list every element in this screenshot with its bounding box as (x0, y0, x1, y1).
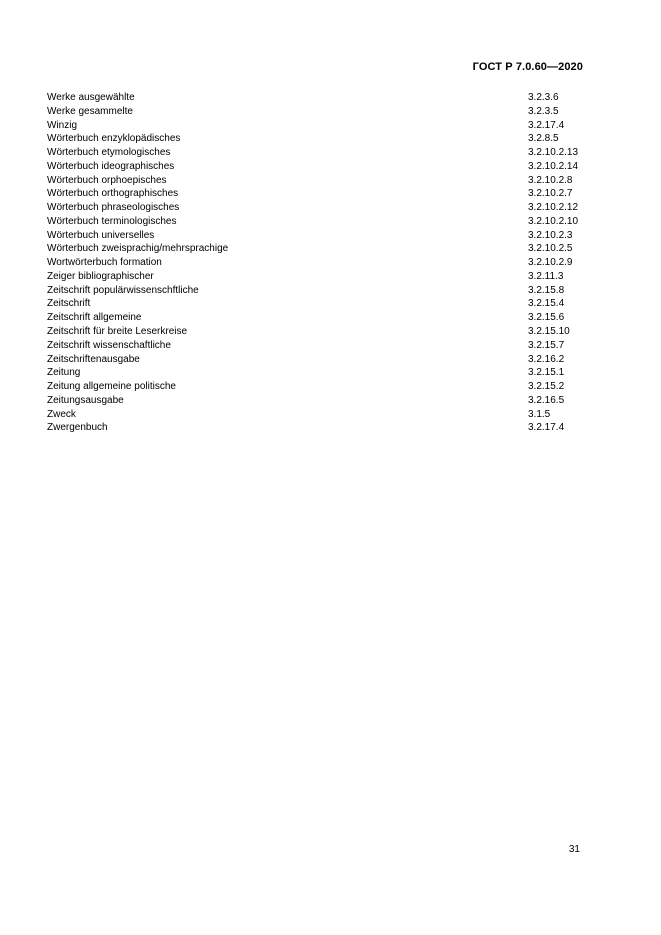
index-section-ref: 3.2.10.2.10 (528, 215, 579, 227)
index-section-ref: 3.2.15.4 (528, 298, 565, 310)
index-entry (47, 284, 583, 298)
index-entry (47, 229, 583, 243)
index-section-ref: 3.2.3.5 (528, 105, 559, 117)
index-entry (47, 270, 583, 284)
index-section-ref: 3.2.17.4 (528, 119, 565, 131)
index-term: Wörterbuch enzyklopädisches (47, 133, 181, 145)
index-term: Zeitschrift populärwissenschftliche (47, 284, 199, 296)
index-entry (47, 394, 583, 408)
index-section-ref: 3.2.10.2.12 (528, 202, 579, 214)
index-term: Zeitschrift allgemeine (47, 312, 142, 324)
index-section-ref: 3.2.16.2 (528, 353, 565, 365)
page-header-standard: ГОСТ Р 7.0.60—2020 (472, 61, 583, 73)
index-entry (47, 353, 583, 367)
index-list (47, 91, 583, 435)
index-section-ref: 3.2.10.2.3 (528, 229, 573, 241)
index-term: Werke ausgewählte (47, 92, 135, 103)
index-term: Wörterbuch orthographisches (47, 188, 179, 200)
index-term: Zeitschrift wissenschaftliche (47, 339, 171, 351)
index-term: Zeitschriftenausgabe (47, 353, 140, 365)
index-term: Zeitung (47, 367, 81, 379)
index-entry (47, 105, 583, 119)
index-entry (47, 187, 583, 201)
index-entry (47, 174, 583, 188)
index-section-ref: 3.2.16.5 (528, 394, 565, 406)
index-entry (47, 421, 583, 435)
index-term: Wörterbuch phraseologisches (47, 202, 180, 214)
index-term: Zeitung allgemeine politische (47, 381, 176, 393)
index-entry (47, 132, 583, 146)
index-section-ref: 3.2.15.10 (528, 326, 570, 338)
index-entry (47, 242, 583, 256)
index-term: Zwergenbuch (47, 422, 108, 434)
index-term: Wörterbuch universelles (47, 229, 155, 241)
index-section-ref: 3.2.10.2.14 (528, 160, 579, 172)
index-term: Zeitschrift für breite Leserkreise (47, 326, 188, 338)
index-term: Wörterbuch terminologisches (47, 215, 177, 227)
index-term: Winzig (47, 119, 78, 131)
index-entry (47, 297, 583, 311)
index-entry (47, 339, 583, 353)
index-term: Wortwörterbuch formation (47, 257, 162, 269)
index-term: Wörterbuch orphoepisches (47, 174, 167, 186)
index-term: Wörterbuch zweisprachig/mehrsprachige (47, 243, 229, 255)
index-section-ref: 3.2.10.2.8 (528, 174, 573, 186)
index-entry (47, 256, 583, 270)
index-term: Wörterbuch etymologisches (47, 147, 171, 159)
index-section-ref: 3.2.11.3 (528, 270, 564, 282)
index-entry (47, 311, 583, 325)
index-term: Zweck (47, 408, 76, 420)
index-section-ref: 3.2.15.6 (528, 312, 565, 324)
index-entry (47, 408, 583, 422)
index-section-ref: 3.2.10.2.7 (528, 188, 573, 200)
index-entry (47, 366, 583, 380)
index-term: Zeiger bibliographischer (47, 270, 154, 282)
index-term: Zeitschrift (47, 298, 91, 310)
index-section-ref: 3.2.10.2.13 (528, 147, 579, 159)
index-entry (47, 146, 583, 160)
index-entry (47, 160, 583, 174)
index-entry (47, 91, 583, 105)
index-term: Wörterbuch ideographisches (47, 160, 175, 172)
index-section-ref: 3.2.10.2.9 (528, 257, 573, 269)
index-term: Zeitungsausgabe (47, 394, 124, 406)
index-section-ref: 3.1.5 (528, 408, 551, 420)
index-section-ref: 3.2.10.2.5 (528, 243, 573, 255)
index-section-ref: 3.2.15.8 (528, 284, 565, 296)
index-section-ref: 3.2.17.4 (528, 422, 565, 434)
index-entry (47, 119, 583, 133)
index-section-ref: 3.2.8.5 (528, 133, 559, 145)
index-entry (47, 215, 583, 229)
index-entry (47, 325, 583, 339)
index-term: Werke gesammelte (47, 105, 133, 117)
index-section-ref: 3.2.15.7 (528, 339, 565, 351)
page-number: 31 (568, 844, 580, 855)
index-section-ref: 3.2.3.6 (528, 92, 559, 103)
index-section-ref: 3.2.15.1 (528, 367, 565, 379)
index-entry (47, 380, 583, 394)
index-entry (47, 201, 583, 215)
index-section-ref: 3.2.15.2 (528, 381, 565, 393)
